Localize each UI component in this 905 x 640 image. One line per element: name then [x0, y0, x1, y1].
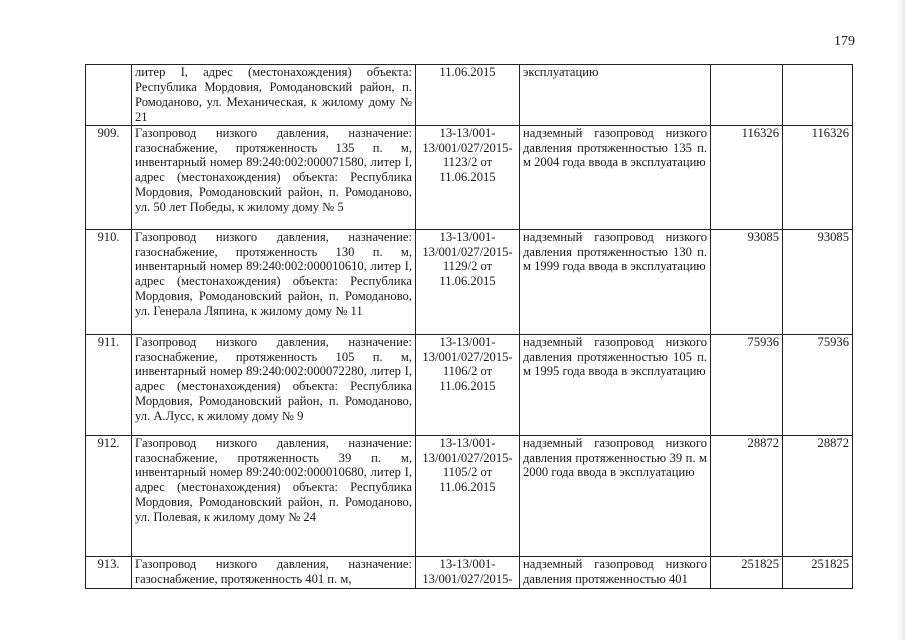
- object-description-cell: литер I, адрес (местонахождения) объекта: Республика Мордовия, Ромодановский район, п. Ромоданово, ул. Механическая, к жилому дому № 21: [132, 65, 416, 126]
- value-cell-2: 251825: [783, 556, 853, 588]
- property-registry-table: [85, 64, 853, 589]
- registration-cell: 13-13/001-13/001/027/2015-1123/2 от 11.06.2015: [416, 125, 520, 229]
- value-cell-1: 116326: [711, 125, 783, 229]
- value-cell-1: 93085: [711, 229, 783, 334]
- table-row-909: [86, 125, 853, 229]
- table-row-continued: [86, 65, 853, 126]
- object-description-cell: Газопровод низкого давления, назначение: газоснабжение, протяженность 39 п. м, инвентарный номер 89:240:002:000010680, литер I, адрес (местонахождения) объекта: Республика Мордовия, Ромодановский район, п. Ромоданово, ул. Полевая, к жилому дому № 24: [132, 435, 416, 556]
- value-cell-2: 116326: [783, 125, 853, 229]
- row-number-cell: 909.: [86, 125, 132, 229]
- characteristics-cell: надземный газопровод низкого давления протяженностью 401: [520, 556, 711, 588]
- table-row-912: [86, 435, 853, 556]
- value-cell-2: 93085: [783, 229, 853, 334]
- table-row-911: [86, 334, 853, 435]
- row-number-cell: 910.: [86, 229, 132, 334]
- characteristics-cell: надземный газопровод низкого давления протяженностью 130 п. м 1999 года ввода в эксплуатацию: [520, 229, 711, 334]
- value-cell-2: 75936: [783, 334, 853, 435]
- object-description-cell: Газопровод низкого давления, назначение: газоснабжение, протяженность 130 п. м, инвентарный номер 89:240:002:000010610, литер I, адрес (местонахождения) объекта: Республика Мордовия, Ромодановский район, п. Ромоданово, ул. Генерала Ляпина, к жилому дому № 11: [132, 229, 416, 334]
- value-cell-1: 75936: [711, 334, 783, 435]
- value-cell-1: 251825: [711, 556, 783, 588]
- characteristics-cell: надземный газопровод низкого давления протяженностью 135 п. м 2004 года ввода в эксплуатацию: [520, 125, 711, 229]
- object-description-cell: Газопровод низкого давления, назначение: газоснабжение, протяженность 105 п. м, инвентарный номер 89:240:002:000072280, литер I, адрес (местонахождения) объекта: Республика Мордовия, Ромодановский район, п. Ромоданово, ул. А.Лусс, к жилому дому № 9: [132, 334, 416, 435]
- registration-cell: 13-13/001-13/001/027/2015-1129/2 от 11.06.2015: [416, 229, 520, 334]
- characteristics-cell: надземный газопровод низкого давления протяженностью 105 п. м 1995 года ввода в эксплуатацию: [520, 334, 711, 435]
- object-description-cell: Газопровод низкого давления, назначение: газоснабжение, протяженность 135 п. м, инвентарный номер 89:240:002:000071580, литер I, адрес (местонахождения) объекта: Республика Мордовия, Ромодановский район, п. Ромоданово, ул. 50 лет Победы, к жилому дому № 5: [132, 125, 416, 229]
- characteristics-cell: надземный газопровод низкого давления протяженностью 39 п. м 2000 года ввода в эксплуатацию: [520, 435, 711, 556]
- table-row-913: [86, 556, 853, 588]
- scan-edge-shadow: [897, 0, 905, 640]
- value-cell-1: 28872: [711, 435, 783, 556]
- registration-cell: 13-13/001-13/001/027/2015-1105/2 от 11.06.2015: [416, 435, 520, 556]
- characteristics-cell: эксплуатацию: [520, 65, 711, 126]
- registration-cell: 13-13/001-13/001/027/2015-: [416, 556, 520, 588]
- row-number-cell: 913.: [86, 556, 132, 588]
- value-cell-2: 28872: [783, 435, 853, 556]
- object-description-cell: Газопровод низкого давления, назначение: газоснабжение, протяженность 401 п. м,: [132, 556, 416, 588]
- page-number: 179: [834, 34, 855, 49]
- value-cell-1: [711, 65, 783, 126]
- row-number-cell: 912.: [86, 435, 132, 556]
- row-number-cell: [86, 65, 132, 126]
- registration-cell: 11.06.2015: [416, 65, 520, 126]
- row-number-cell: 911.: [86, 334, 132, 435]
- registration-cell: 13-13/001-13/001/027/2015-1106/2 от 11.06.2015: [416, 334, 520, 435]
- value-cell-2: [783, 65, 853, 126]
- table-row-910: [86, 229, 853, 334]
